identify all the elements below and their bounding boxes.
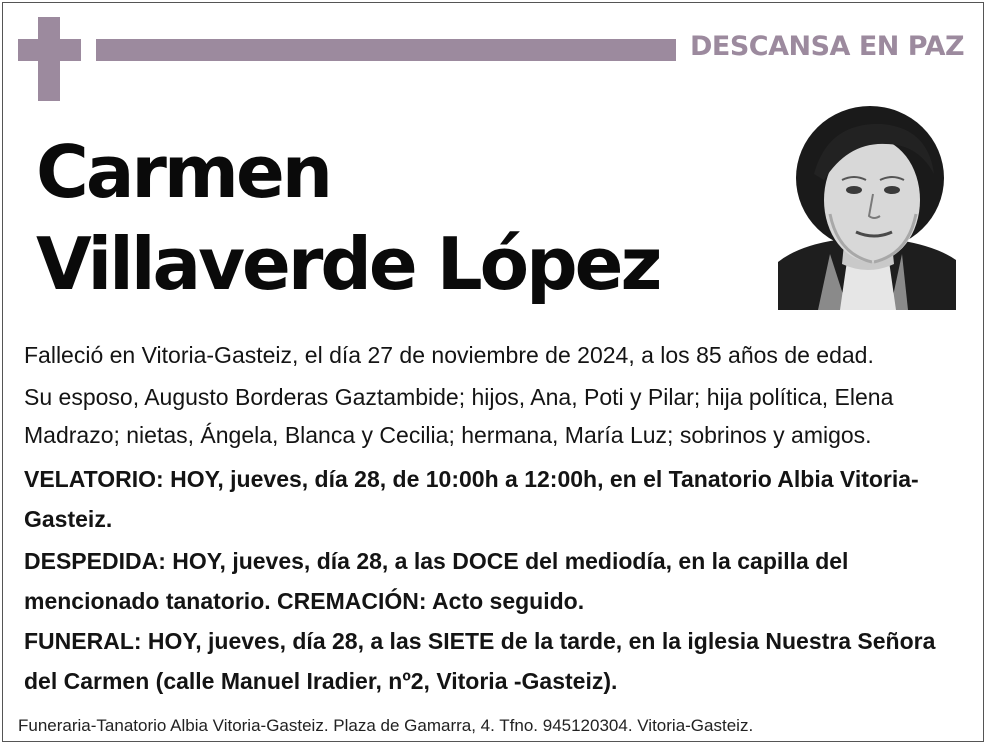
deceased-first-name: Carmen	[36, 130, 331, 214]
wake-paragraph: VELATORIO: HOY, jueves, día 28, de 10:00h a 12:00h, en el Tanatorio Albia Vitoria-Gasteiz.	[24, 466, 919, 532]
deceased-surnames: Villaverde López	[36, 222, 660, 306]
portrait-illustration	[778, 104, 956, 310]
farewell-paragraph: DESPEDIDA: HOY, jueves, día 28, a las DOCE del mediodía, en la capilla del mencionado tanatorio. CREMACIÓN: Acto seguido.	[24, 548, 849, 614]
funeral-home-footer: Funeraria-Tanatorio Albia Vitoria-Gasteiz. Plaza de Gamarra, 4. Tfno. 945120304. Vitoria-Gasteiz.	[18, 716, 754, 735]
family-paragraph: Su esposo, Augusto Borderas Gaztambide; hijos, Ana, Poti y Pilar; hija política, Elena Madrazo; nietas, Ángela, Blanca y Cecilia; hermana, María Luz; sobrinos y amigos.	[24, 384, 894, 448]
header-title: DESCANSA EN PAZ	[690, 31, 965, 62]
death-paragraph: Falleció en Vitoria-Gasteiz, el día 27 de noviembre de 2024, a los 85 años de edad.	[24, 342, 874, 368]
funeral-paragraph: FUNERAL: HOY, jueves, día 28, a las SIETE de la tarde, en la iglesia Nuestra Señora del Carmen (calle Manuel Iradier, nº2, Vitoria -Gasteiz).	[24, 628, 936, 694]
header-divider	[96, 39, 676, 61]
portrait-photo	[778, 104, 956, 310]
cross-horizontal	[18, 39, 81, 61]
